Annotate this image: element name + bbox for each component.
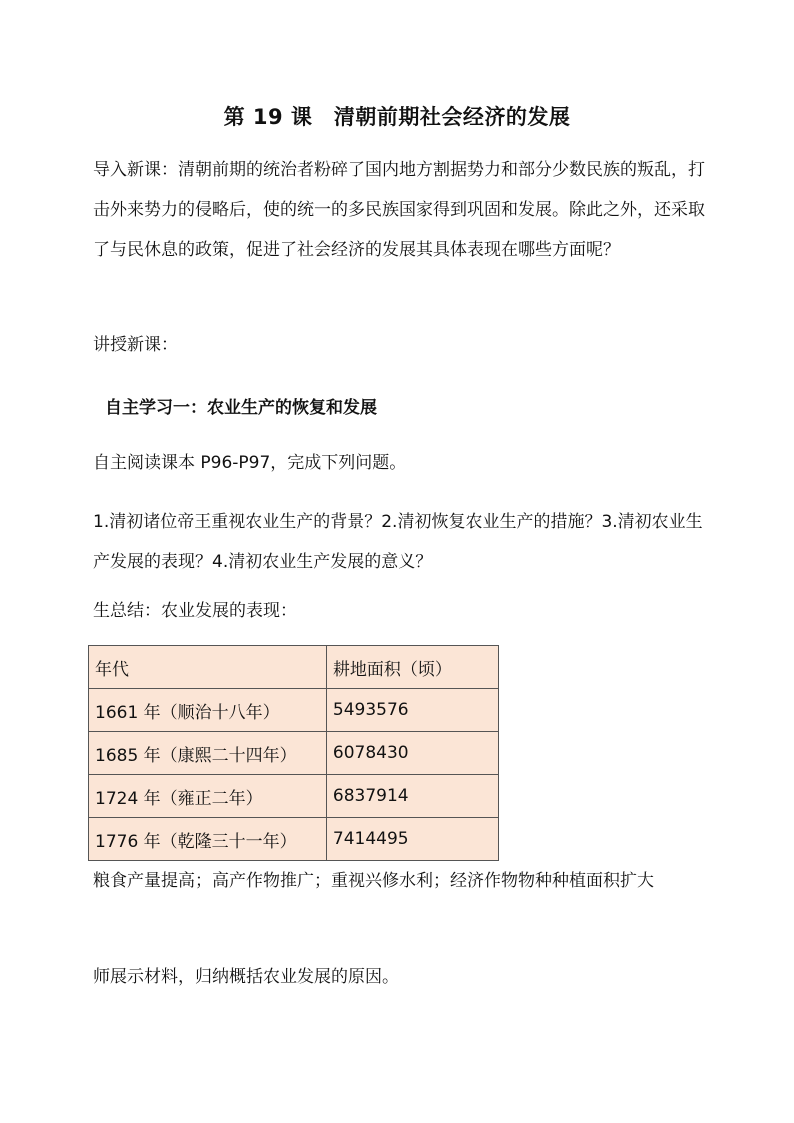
table-header-row [89, 646, 499, 689]
reading-task: 自主阅读课本 P96-P97，完成下列问题。 [93, 453, 407, 473]
final-paragraph: 师展示材料，归纳概括农业发展的原因。 [93, 967, 399, 987]
cell-era: 1661 年（顺治十八年） [89, 689, 327, 732]
after-table-paragraph: 粮食产量提高；高产作物推广；重视兴修水利；经济作物物种种植面积扩大 [93, 871, 654, 891]
cell-area: 5493576 [326, 689, 498, 732]
intro-paragraph: 导入新课：清朝前期的统治者粉碎了国内地方割据势力和部分少数民族的叛乱，打击外来势力的侵略后，使的统一的多民族国家得到巩固和发展。除此之外，还采取了与民休息的政策，促进了社会经济的发展其具体表现在哪些方面呢？ [93, 160, 705, 260]
cell-area: 6078430 [326, 732, 498, 775]
table-row [89, 775, 499, 818]
table-row [89, 732, 499, 775]
cell-era: 1776 年（乾隆三十一年） [89, 818, 327, 861]
questions-paragraph: 1.清初诸位帝王重视农业生产的背景？2.清初恢复农业生产的措施？3.清初农业生产发展的表现？4.清初农业生产发展的意义？ [93, 512, 703, 572]
cell-era: 1724 年（雍正二年） [89, 775, 327, 818]
summary-label: 生总结：农业发展的表现： [93, 601, 297, 621]
section-heading: 自主学习一：农业生产的恢复和发展 [105, 398, 377, 418]
cell-era: 1685 年（康熙二十四年） [89, 732, 327, 775]
header-area: 耕地面积（顷） [326, 646, 498, 689]
cell-area: 6837914 [326, 775, 498, 818]
page-title: 第 19 课 清朝前期社会经济的发展 [223, 105, 571, 129]
cell-area: 7414495 [326, 818, 498, 861]
teach-label: 讲授新课： [93, 335, 178, 355]
header-era: 年代 [89, 646, 327, 689]
table-row [89, 818, 499, 861]
table-row [89, 689, 499, 732]
farmland-table [88, 645, 499, 861]
